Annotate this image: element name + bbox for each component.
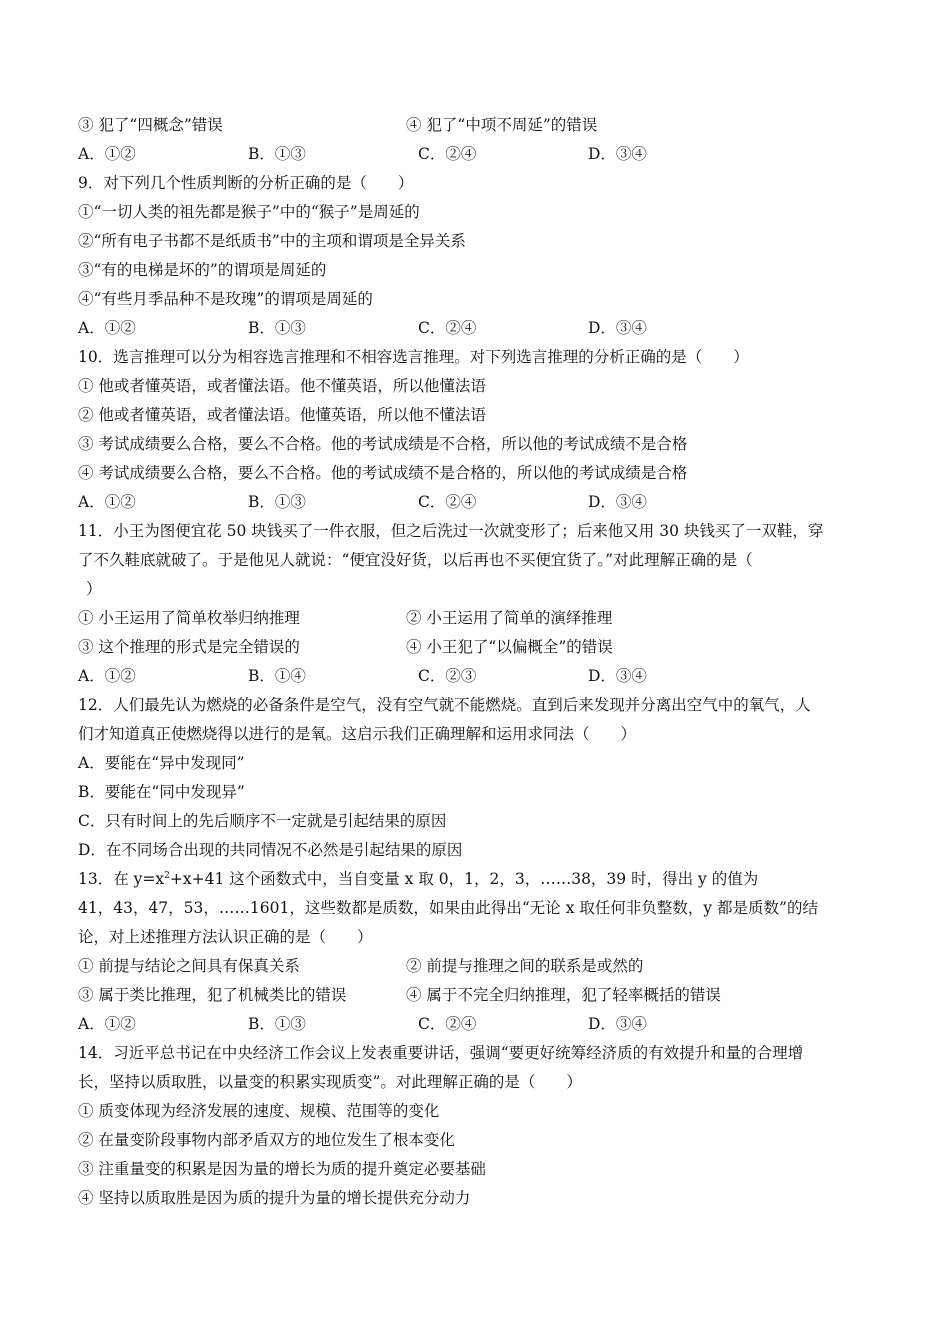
q10-item-4: ④ 考试成绩要么合格，要么不合格。他的考试成绩不是合格的，所以他的考试成绩是合格 [78, 464, 688, 482]
q11-items-row-2 [78, 633, 878, 662]
q13-items-row-1 [78, 952, 878, 981]
q9-item-4: ④“有些月季品种不是玫瑰”的谓项是周延的 [78, 290, 373, 308]
q11-stem-line-1: 11．小王为图便宜花 50 块钱买了一件衣服，但之后洗过一次就变形了；后来他又用 30 块钱买了一双鞋，穿 [78, 522, 824, 540]
q12-stem-line-1: 12．人们最先认为燃烧的必备条件是空气，没有空气就不能燃烧。直到后来发现并分离出空气中的氧气，人 [78, 696, 811, 714]
q9-stem: 9．对下列几个性质判断的分析正确的是（ ） [78, 174, 414, 192]
q9-item-2: ②“所有电子书都不是纸质书”中的主项和谓项是全异关系 [78, 232, 466, 250]
q14-item-1: ① 质变体现为经济发展的速度、规模、范围等的变化 [78, 1102, 440, 1120]
q11-options [78, 662, 878, 691]
q14-stem-line-2: 长，坚持以质取胜，以量变的积累实现质变”。对此理解正确的是（ ） [78, 1073, 582, 1091]
q13-exponent: 2 [164, 871, 170, 881]
q9-item-1: ①“一切人类的祖先都是猴子”中的“猴子”是周延的 [78, 203, 420, 221]
q14-item-3: ③ 注重量变的积累是因为量的增长为质的提升奠定必要基础 [78, 1160, 486, 1178]
q13-stem-line-2: 41，43，47，53，……1601，这些数都是质数，如果由此得出“无论 x 取任何非负整数，y 都是质数”的结 [78, 899, 818, 917]
q13-stem-line-3: 论，对上述推理方法认识正确的是（ ） [78, 928, 373, 946]
option-a: A．①② [78, 145, 136, 163]
q8-statement-3: ③ 犯了“四概念”错误 [78, 116, 223, 134]
q11-items-row-1 [78, 604, 878, 633]
q11-item-3: ③ 这个推理的形式是完全错误的 [78, 638, 300, 656]
q11-item-4: ④ 小王犯了“以偏概全”的错误 [406, 638, 613, 656]
q11-item-1: ① 小王运用了简单枚举归纳推理 [78, 609, 300, 627]
exam-page [78, 111, 878, 1213]
q13-stem-line-1 [78, 865, 878, 894]
option-c: C．②③ [418, 667, 477, 685]
q8-statement-4: ④ 犯了“中项不周延”的错误 [406, 116, 598, 134]
q13-item-3: ③ 属于类比推理，犯了机械类比的错误 [78, 986, 347, 1004]
q13-item-1: ① 前提与结论之间具有保真关系 [78, 957, 300, 975]
q13-stem-part-a: 13．在 y=x [78, 870, 165, 888]
option-c: C．②④ [418, 493, 477, 511]
option-b: B．①③ [248, 145, 306, 163]
option-d: D．③④ [588, 493, 647, 511]
q12-option-b: B．要能在“同中发现异” [78, 783, 245, 801]
q9-options [78, 314, 878, 343]
q13-item-2: ② 前提与推理之间的联系是或然的 [406, 957, 644, 975]
q10-item-3: ③ 考试成绩要么合格，要么不合格。他的考试成绩是不合格，所以他的考试成绩不是合格 [78, 435, 688, 453]
q14-stem-line-1: 14．习近平总书记在中央经济工作会议上发表重要讲话，强调“要更好统筹经济质的有效提升和量的合理增 [78, 1044, 804, 1062]
option-b: B．①③ [248, 1015, 306, 1033]
q12-stem-line-2: 们才知道真正使燃烧得以进行的是氧。这启示我们正确理解和运用求同法（ ） [78, 725, 637, 743]
option-d: D．③④ [588, 145, 647, 163]
q11-stem-line-2: 了不久鞋底就破了。于是他见人就说：“便宜没好货，以后再也不买便宜货了。”对此理解正确的是（ [78, 551, 753, 569]
q10-item-1: ① 他或者懂英语，或者懂法语。他不懂英语，所以他懂法语 [78, 377, 486, 395]
option-b: B．①④ [248, 667, 306, 685]
option-d: D．③④ [588, 319, 647, 337]
q12-option-d: D．在不同场合出现的共同情况不必然是引起结果的原因 [78, 841, 463, 859]
q11-stem-line-3: ） [86, 580, 102, 598]
option-d: D．③④ [588, 667, 647, 685]
q13-item-4: ④ 属于不完全归纳推理，犯了轻率概括的错误 [406, 986, 721, 1004]
option-c: C．②④ [418, 145, 477, 163]
q8-options [78, 140, 878, 169]
q10-item-2: ② 他或者懂英语，或者懂法语。他懂英语，所以他不懂法语 [78, 406, 486, 424]
q14-item-4: ④ 坚持以质取胜是因为质的提升为量的增长提供充分动力 [78, 1189, 471, 1207]
q10-stem: 10．选言推理可以分为相容选言推理和不相容选言推理。对下列选言推理的分析正确的是（ ） [78, 348, 749, 366]
q13-stem-part-b: +x+41 这个函数式中，当自变量 x 取 0，1，2，3，……38，39 时，得出 y 的值为 [169, 870, 759, 888]
q13-options [78, 1010, 878, 1039]
q9-item-3: ③“有的电梯是坏的”的谓项是周延的 [78, 261, 327, 279]
option-a: A．①② [78, 1015, 136, 1033]
option-c: C．②④ [418, 1015, 477, 1033]
option-b: B．①③ [248, 493, 306, 511]
option-a: A．①② [78, 667, 136, 685]
q8-statements-row [78, 111, 878, 140]
q12-option-c: C．只有时间上的先后顺序不一定就是引起结果的原因 [78, 812, 447, 830]
option-d: D．③④ [588, 1015, 647, 1033]
q10-options [78, 488, 878, 517]
option-a: A．①② [78, 493, 136, 511]
q14-item-2: ② 在量变阶段事物内部矛盾双方的地位发生了根本变化 [78, 1131, 455, 1149]
option-c: C．②④ [418, 319, 477, 337]
q12-option-a: A．要能在“异中发现同” [78, 754, 245, 772]
q13-items-row-2 [78, 981, 878, 1010]
option-a: A．①② [78, 319, 136, 337]
q11-item-2: ② 小王运用了简单的演绎推理 [406, 609, 613, 627]
option-b: B．①③ [248, 319, 306, 337]
